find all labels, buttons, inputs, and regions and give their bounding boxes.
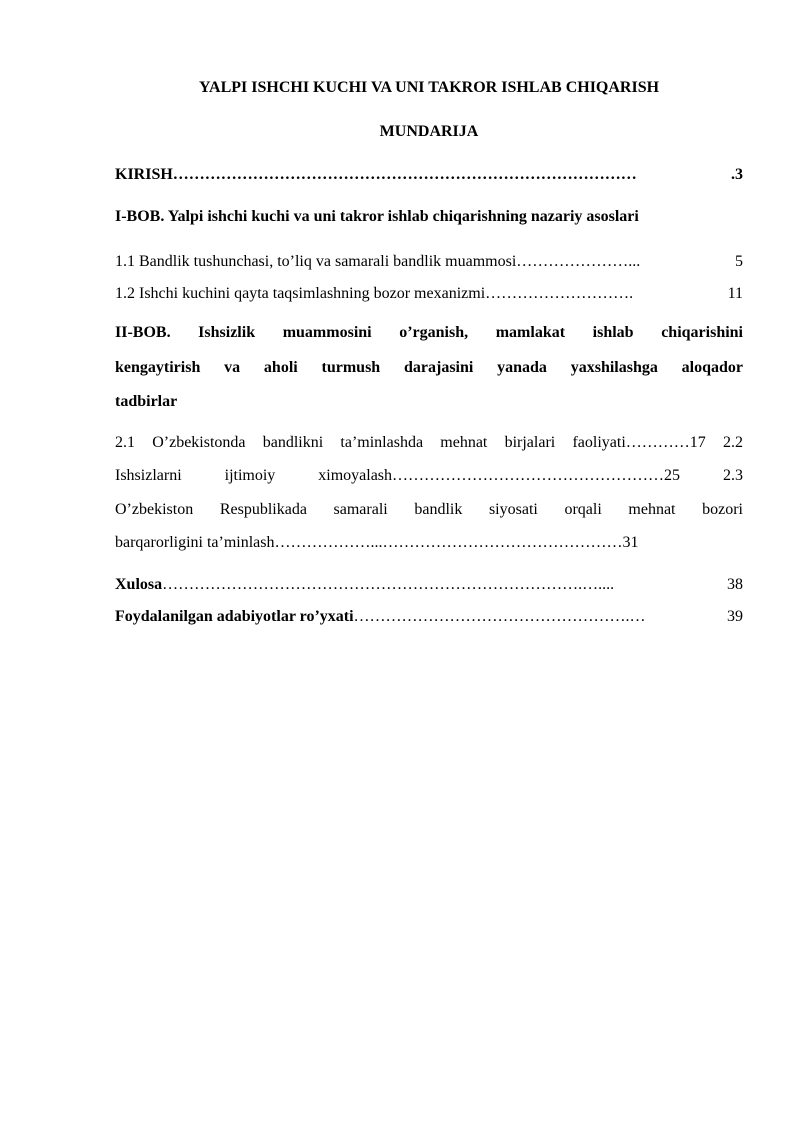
toc-page-number: 11 — [727, 285, 743, 302]
toc-entry-label: Xulosa — [115, 576, 163, 593]
toc-title: MUNDARIJA — [379, 123, 479, 140]
toc-entry-intro[interactable] — [115, 165, 743, 185]
toc-leader-dots: ………………………. — [485, 285, 634, 302]
toc-entry-1-1[interactable] — [115, 252, 743, 272]
toc-page-number: .3 — [731, 166, 743, 183]
chapter2-title-line1[interactable]: II-BOB. Ishsizlik muammosini o’rganish, mamlakat ishlab chiqarishini — [115, 324, 743, 341]
chapter2-body-line2[interactable]: Ishsizlarni ijtimoiy ximoyalash……………………………………………25 2.3 — [115, 467, 743, 484]
chapter2-body-line4[interactable]: barqarorligini ta’minlash………………...………………………………………31 — [115, 534, 639, 551]
toc-leader-dots: …………………... — [516, 253, 641, 270]
chapter1-title[interactable]: I-BOB. Yalpi ishchi kuchi va uni takror ishlab chiqarishning nazariy asoslari — [115, 208, 639, 225]
chapter2-body-line1[interactable]: 2.1 O’zbekistonda bandlikni ta’minlashda mehnat birjalari faoliyati…………17 2.2 — [115, 434, 743, 451]
toc-page-number: 38 — [727, 576, 743, 593]
chapter2-title-line2[interactable]: kengaytirish va aholi turmush darajasini yanada yaxshilashga aloqador — [115, 359, 743, 376]
toc-entry-label: KIRISH — [115, 166, 173, 183]
toc-leader-dots: …………………………………………….… — [353, 608, 646, 625]
toc-entry-conclusion[interactable] — [115, 575, 743, 595]
chapter2-title-line3[interactable]: tadbirlar — [115, 393, 178, 410]
toc-entry-label: 1.1 Bandlik tushunchasi, to’liq va samarali bandlik muammosi — [115, 253, 517, 270]
toc-entry-label: Foydalanilgan adabiyotlar ro’yxati — [115, 608, 354, 625]
document-heading: YALPI ISHCHI KUCHI VA UNI TAKROR ISHLAB CHIQARISH — [198, 79, 660, 96]
toc-entry-1-2[interactable] — [115, 284, 743, 304]
toc-page-number: 39 — [727, 608, 743, 625]
toc-leader-dots: …………………………………………………………………………… — [172, 166, 637, 183]
toc-leader-dots: …………………………………………………………………….….... — [162, 576, 615, 593]
chapter2-body-line3[interactable]: O’zbekiston Respublikada samarali bandlik siyosati orqali mehnat bozori — [115, 501, 743, 518]
toc-entry-label: 1.2 Ishchi kuchini qayta taqsimlashning bozor mexanizmi — [115, 285, 486, 302]
toc-entry-references[interactable] — [115, 607, 743, 627]
toc-page-number: 5 — [735, 253, 743, 270]
